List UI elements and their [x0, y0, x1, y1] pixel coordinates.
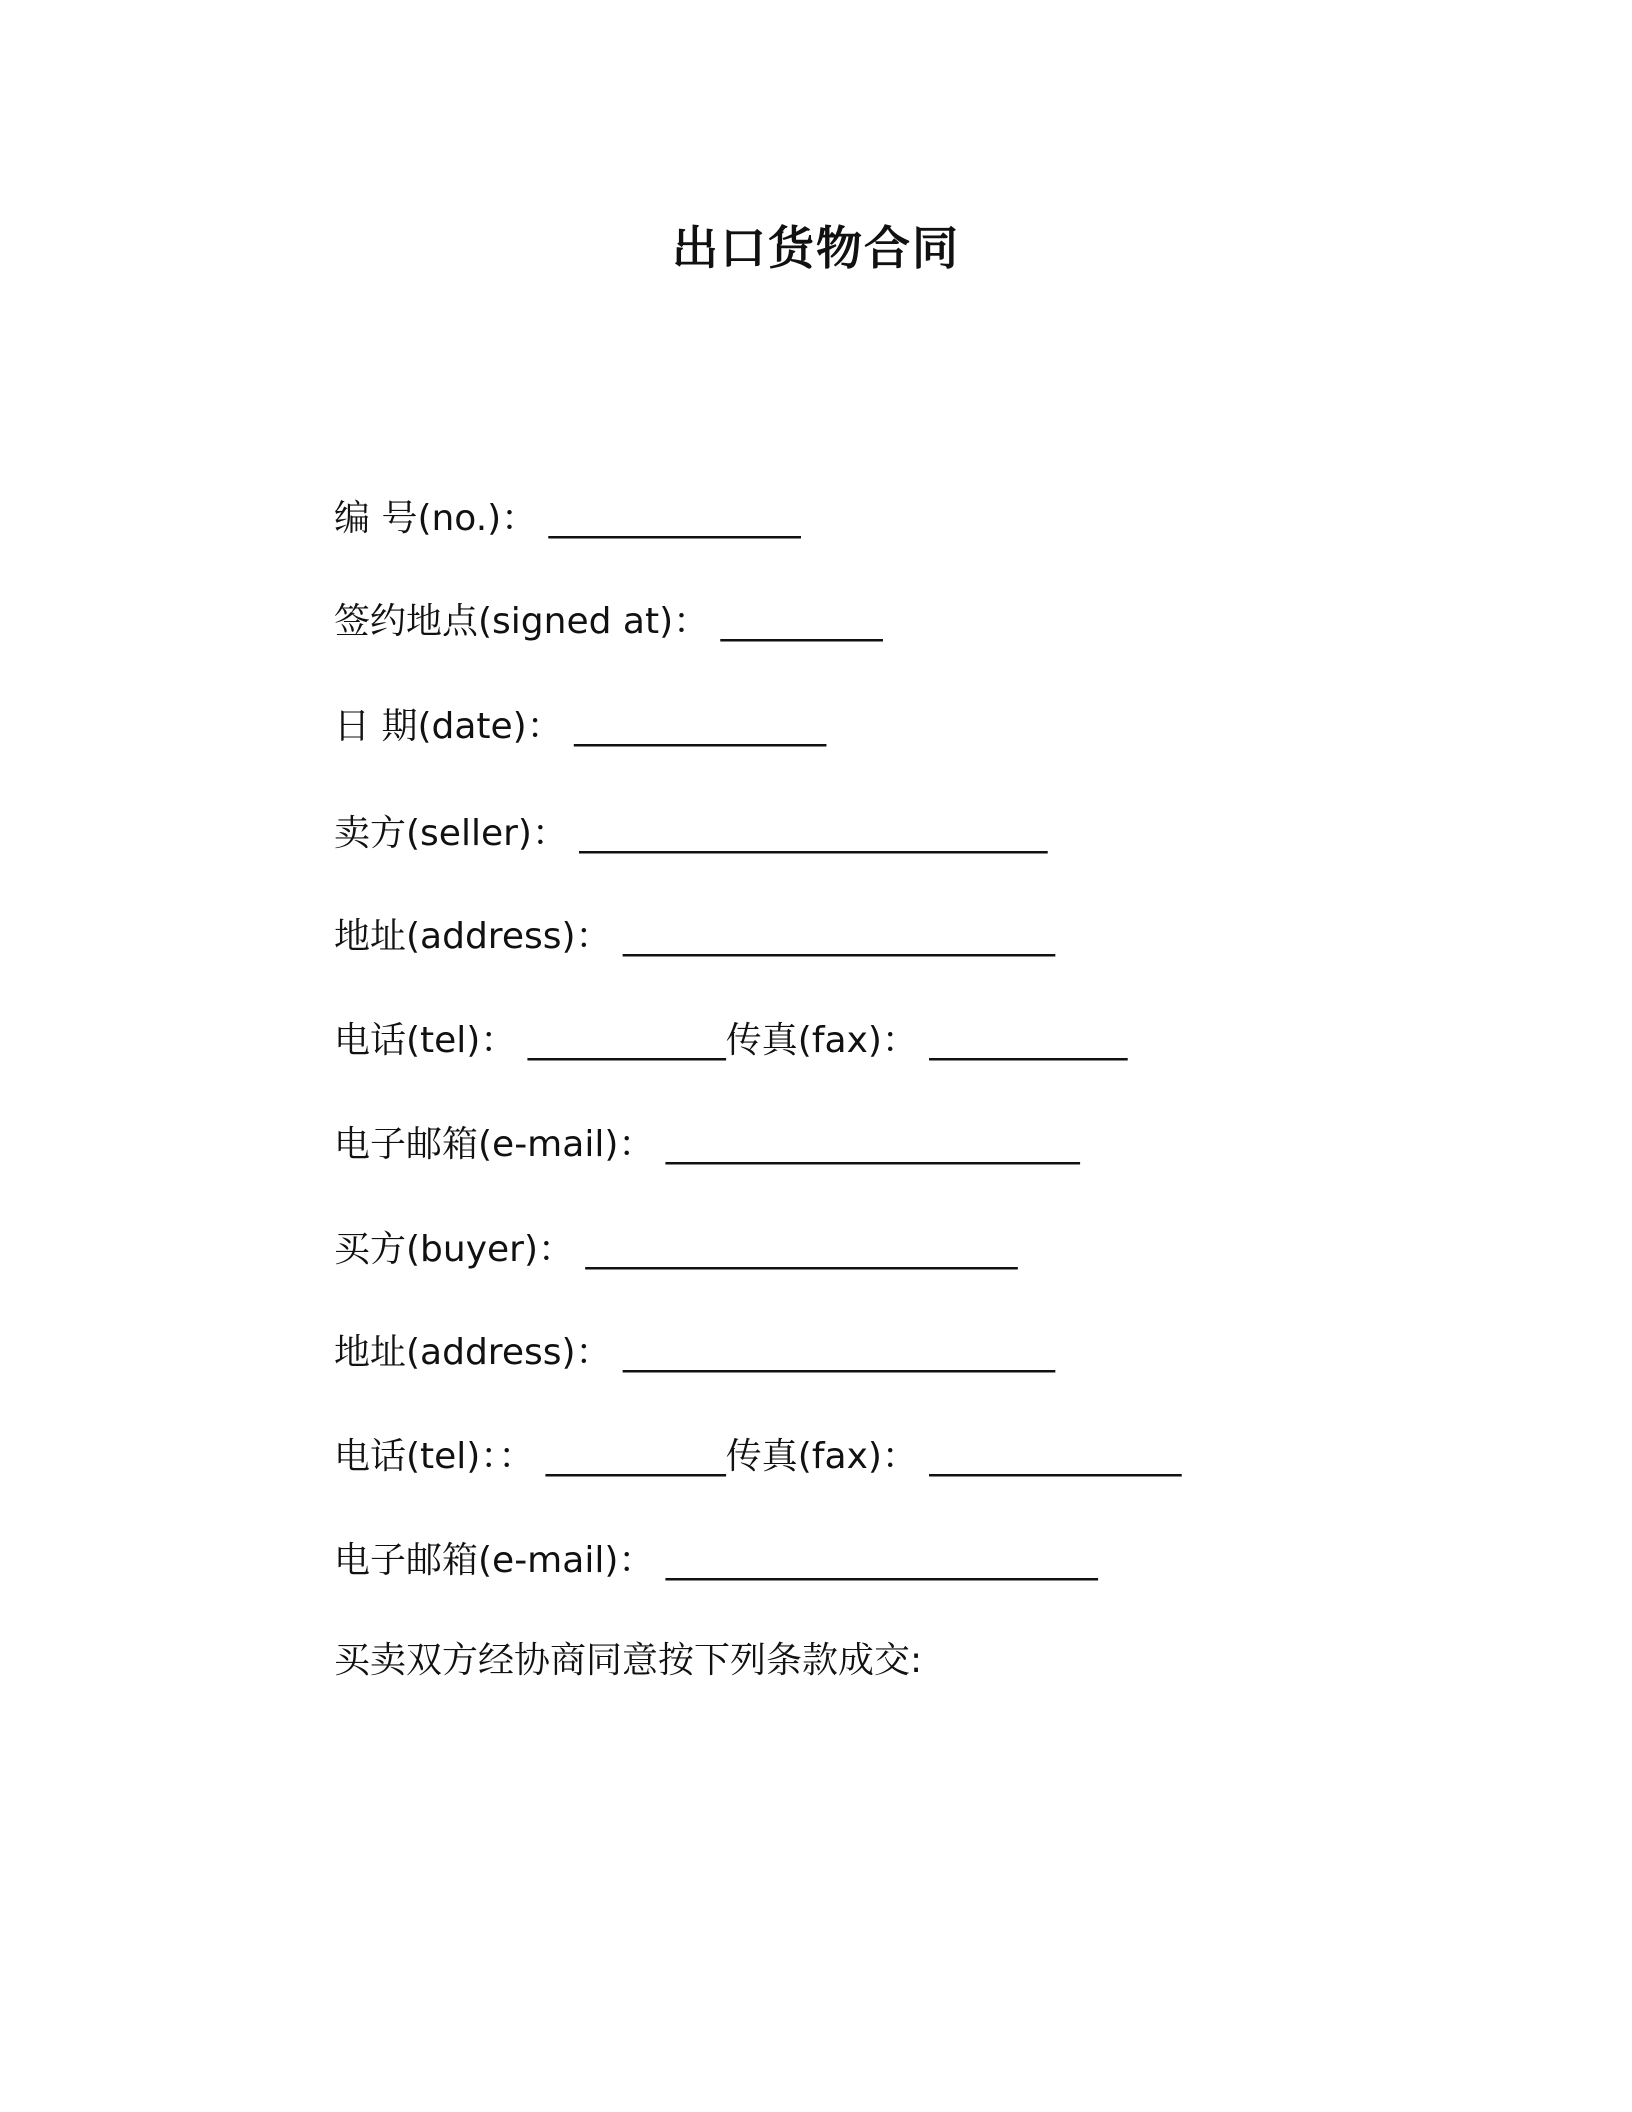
buyer-email-field: 电子邮箱(e-mail)： ________________________ — [334, 1540, 1098, 1581]
contract-title: 出口货物合同 — [672, 221, 960, 275]
buyer-tel-fax-field: 电话(tel)：： __________传真(fax)： ______________ — [334, 1436, 1182, 1477]
date-field: 日 期(date)： ______________ — [334, 706, 827, 747]
seller-field: 卖方(seller)： __________________________ — [334, 813, 1048, 854]
agreement-statement: 买卖双方经协商同意按下列条款成交: — [334, 1640, 923, 1681]
contract-number-field: 编 号(no.)： ______________ — [334, 498, 801, 539]
buyer-field: 买方(buyer)： ________________________ — [334, 1229, 1018, 1270]
seller-address-field: 地址(address)： ________________________ — [334, 916, 1055, 957]
signing-place-field: 签约地点(signed at)： _________ — [334, 601, 883, 642]
seller-email-field: 电子邮箱(e-mail)： _______________________ — [334, 1124, 1080, 1165]
seller-tel-fax-field: 电话(tel)： ___________传真(fax)： ___________ — [334, 1020, 1128, 1061]
buyer-address-field: 地址(address)： ________________________ — [334, 1332, 1055, 1373]
